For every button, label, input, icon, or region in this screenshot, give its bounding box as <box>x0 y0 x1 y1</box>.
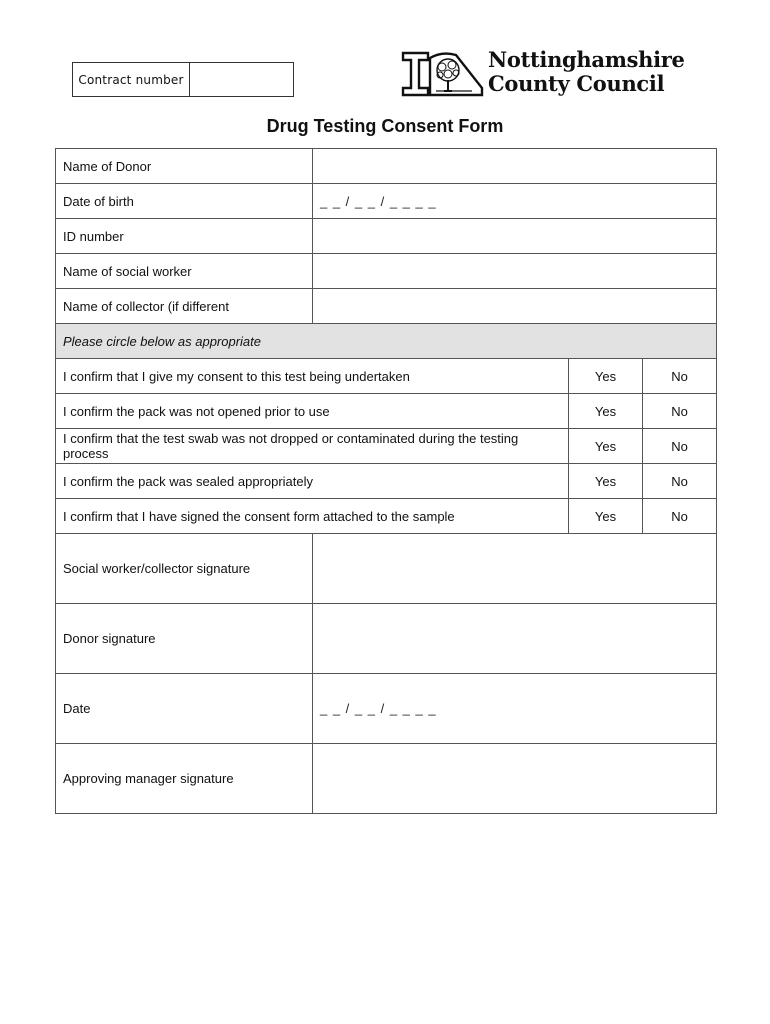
manager-signature-field[interactable] <box>313 744 717 814</box>
signature-row-manager <box>56 744 717 814</box>
no-option[interactable]: No <box>643 359 717 394</box>
yes-option[interactable]: Yes <box>569 429 643 464</box>
confirmation-text: I confirm the pack was not opened prior to use <box>56 394 569 429</box>
no-option[interactable]: No <box>643 464 717 499</box>
field-label: Date of birth <box>56 184 313 219</box>
donor-signature-field[interactable] <box>313 604 717 674</box>
confirmation-row <box>56 499 717 534</box>
no-option[interactable]: No <box>643 394 717 429</box>
collector-field[interactable] <box>313 289 717 324</box>
council-name-line1: Nottinghamshire <box>488 47 685 72</box>
field-row-donor-name <box>56 149 717 184</box>
signature-row-donor <box>56 604 717 674</box>
social-worker-field[interactable] <box>313 254 717 289</box>
instruction-text: Please circle below as appropriate <box>56 324 717 359</box>
confirmation-row <box>56 464 717 499</box>
confirmation-text: I confirm that I have signed the consent form attached to the sample <box>56 499 569 534</box>
yes-option[interactable]: Yes <box>569 499 643 534</box>
field-label: Name of Donor <box>56 149 313 184</box>
field-row-date-of-birth <box>56 184 717 219</box>
field-row-collector <box>56 289 717 324</box>
id-number-field[interactable] <box>313 219 717 254</box>
no-option[interactable]: No <box>643 429 717 464</box>
page-title: Drug Testing Consent Form <box>266 116 504 136</box>
signature-row-collector <box>56 534 717 604</box>
date-field[interactable]: _ _ / _ _ / _ _ _ _ <box>313 674 717 744</box>
signature-label: Donor signature <box>56 604 313 674</box>
collector-signature-field[interactable] <box>313 534 717 604</box>
field-row-id-number <box>56 219 717 254</box>
council-name-line2: County Council <box>488 71 665 96</box>
confirmation-text: I confirm the pack was sealed appropriately <box>56 464 569 499</box>
no-option[interactable]: No <box>643 499 717 534</box>
date-of-birth-field[interactable]: _ _ / _ _ / _ _ _ _ <box>313 184 717 219</box>
yes-option[interactable]: Yes <box>569 359 643 394</box>
confirmation-text: I confirm that the test swab was not dropped or contaminated during the testing process <box>56 429 569 464</box>
consent-form-table <box>55 148 717 814</box>
confirmation-row <box>56 359 717 394</box>
council-name <box>488 48 685 96</box>
confirmation-text: I confirm that I give my consent to this test being undertaken <box>56 359 569 394</box>
confirmation-row <box>56 429 717 464</box>
signature-row-date <box>56 674 717 744</box>
instruction-row <box>56 324 717 359</box>
confirmation-row <box>56 394 717 429</box>
yes-option[interactable]: Yes <box>569 394 643 429</box>
contract-number-label: Contract number <box>73 63 190 96</box>
field-row-social-worker <box>56 254 717 289</box>
donor-name-field[interactable] <box>313 149 717 184</box>
signature-label: Date <box>56 674 313 744</box>
contract-number-box <box>72 62 294 97</box>
field-label: Name of collector (if different <box>56 289 313 324</box>
contract-number-field[interactable] <box>190 63 293 96</box>
field-label: ID number <box>56 219 313 254</box>
field-label: Name of social worker <box>56 254 313 289</box>
signature-label: Approving manager signature <box>56 744 313 814</box>
yes-option[interactable]: Yes <box>569 464 643 499</box>
tree-crest-icon <box>400 50 484 98</box>
signature-label: Social worker/collector signature <box>56 534 313 604</box>
council-logo <box>400 48 700 102</box>
